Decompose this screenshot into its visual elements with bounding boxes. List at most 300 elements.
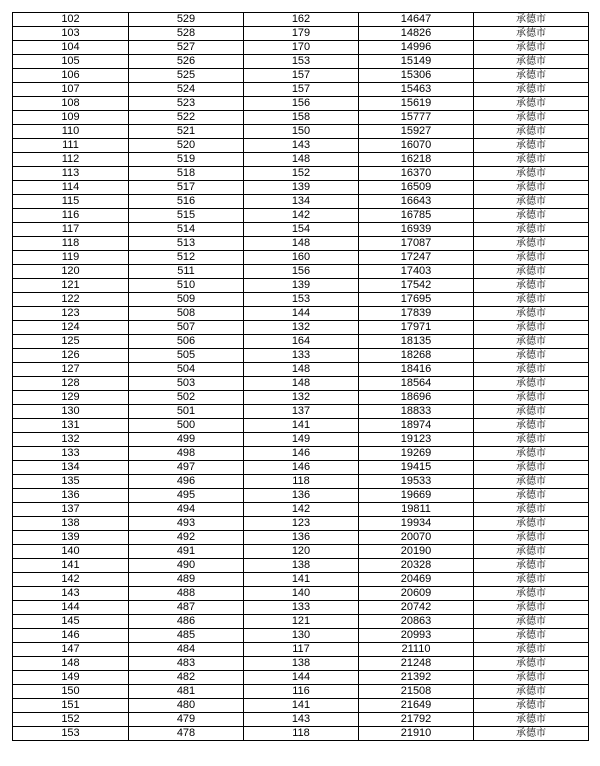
- cumulative-cell: 17695: [359, 293, 474, 307]
- count-cell: 130: [244, 629, 359, 643]
- city-cell: 承德市: [474, 419, 589, 433]
- cumulative-cell: 19269: [359, 447, 474, 461]
- count-cell: 142: [244, 503, 359, 517]
- score-cell: 487: [129, 601, 244, 615]
- cumulative-cell: 18696: [359, 391, 474, 405]
- table-row: [13, 181, 589, 195]
- cumulative-cell: 20070: [359, 531, 474, 545]
- score-cell: 507: [129, 321, 244, 335]
- rank-cell: 116: [13, 209, 129, 223]
- score-cell: 520: [129, 139, 244, 153]
- table-row: [13, 335, 589, 349]
- city-cell: 承德市: [474, 349, 589, 363]
- cumulative-cell: 21508: [359, 685, 474, 699]
- rank-cell: 118: [13, 237, 129, 251]
- city-cell: 承德市: [474, 69, 589, 83]
- rank-cell: 115: [13, 195, 129, 209]
- table-row: [13, 587, 589, 601]
- score-cell: 485: [129, 629, 244, 643]
- cumulative-cell: 20469: [359, 573, 474, 587]
- table-row: [13, 643, 589, 657]
- count-cell: 116: [244, 685, 359, 699]
- table-row: [13, 237, 589, 251]
- table-row: [13, 265, 589, 279]
- score-cell: 517: [129, 181, 244, 195]
- table-row: [13, 41, 589, 55]
- city-cell: 承德市: [474, 55, 589, 69]
- city-cell: 承德市: [474, 545, 589, 559]
- rank-cell: 144: [13, 601, 129, 615]
- table-row: [13, 223, 589, 237]
- table-row: [13, 405, 589, 419]
- count-cell: 136: [244, 531, 359, 545]
- city-cell: 承德市: [474, 713, 589, 727]
- score-cell: 511: [129, 265, 244, 279]
- score-cell: 497: [129, 461, 244, 475]
- rank-cell: 153: [13, 727, 129, 741]
- rank-cell: 145: [13, 615, 129, 629]
- rank-cell: 139: [13, 531, 129, 545]
- count-cell: 154: [244, 223, 359, 237]
- rank-cell: 138: [13, 517, 129, 531]
- rank-cell: 128: [13, 377, 129, 391]
- rank-cell: 134: [13, 461, 129, 475]
- city-cell: 承德市: [474, 363, 589, 377]
- count-cell: 148: [244, 153, 359, 167]
- count-cell: 141: [244, 573, 359, 587]
- city-cell: 承德市: [474, 615, 589, 629]
- table-row: [13, 601, 589, 615]
- rank-cell: 124: [13, 321, 129, 335]
- city-cell: 承德市: [474, 167, 589, 181]
- rank-cell: 108: [13, 97, 129, 111]
- score-cell: 490: [129, 559, 244, 573]
- city-cell: 承德市: [474, 41, 589, 55]
- rank-cell: 106: [13, 69, 129, 83]
- count-cell: 132: [244, 391, 359, 405]
- city-cell: 承德市: [474, 125, 589, 139]
- city-cell: 承德市: [474, 727, 589, 741]
- rank-cell: 137: [13, 503, 129, 517]
- city-cell: 承德市: [474, 587, 589, 601]
- table-row: [13, 503, 589, 517]
- rank-cell: 125: [13, 335, 129, 349]
- rank-cell: 111: [13, 139, 129, 153]
- score-cell: 515: [129, 209, 244, 223]
- rank-cell: 120: [13, 265, 129, 279]
- city-cell: 承德市: [474, 139, 589, 153]
- table-row: [13, 447, 589, 461]
- cumulative-cell: 15149: [359, 55, 474, 69]
- count-cell: 133: [244, 349, 359, 363]
- score-cell: 509: [129, 293, 244, 307]
- cumulative-cell: 21392: [359, 671, 474, 685]
- cumulative-cell: 19811: [359, 503, 474, 517]
- count-cell: 164: [244, 335, 359, 349]
- rank-cell: 132: [13, 433, 129, 447]
- city-cell: 承德市: [474, 251, 589, 265]
- score-cell: 516: [129, 195, 244, 209]
- table-row: [13, 489, 589, 503]
- table-row: [13, 125, 589, 139]
- count-cell: 146: [244, 447, 359, 461]
- table-row: [13, 251, 589, 265]
- score-cell: 499: [129, 433, 244, 447]
- rank-cell: 143: [13, 587, 129, 601]
- count-cell: 157: [244, 69, 359, 83]
- score-cell: 524: [129, 83, 244, 97]
- city-cell: 承德市: [474, 83, 589, 97]
- table-row: [13, 377, 589, 391]
- score-cell: 512: [129, 251, 244, 265]
- city-cell: 承德市: [474, 223, 589, 237]
- cumulative-cell: 16509: [359, 181, 474, 195]
- score-cell: 508: [129, 307, 244, 321]
- cumulative-cell: 17087: [359, 237, 474, 251]
- rank-cell: 133: [13, 447, 129, 461]
- rank-cell: 122: [13, 293, 129, 307]
- cumulative-cell: 15619: [359, 97, 474, 111]
- table-row: [13, 517, 589, 531]
- count-cell: 156: [244, 97, 359, 111]
- cumulative-cell: 18268: [359, 349, 474, 363]
- city-cell: 承德市: [474, 209, 589, 223]
- cumulative-cell: 15306: [359, 69, 474, 83]
- city-cell: 承德市: [474, 195, 589, 209]
- table-row: [13, 629, 589, 643]
- count-cell: 144: [244, 671, 359, 685]
- city-cell: 承德市: [474, 685, 589, 699]
- table-row: [13, 195, 589, 209]
- score-cell: 491: [129, 545, 244, 559]
- table-row: [13, 321, 589, 335]
- table-row: [13, 433, 589, 447]
- city-cell: 承德市: [474, 279, 589, 293]
- count-cell: 118: [244, 475, 359, 489]
- city-cell: 承德市: [474, 629, 589, 643]
- score-cell: 488: [129, 587, 244, 601]
- table-row: [13, 531, 589, 545]
- table-row: [13, 83, 589, 97]
- cumulative-cell: 17839: [359, 307, 474, 321]
- city-cell: 承德市: [474, 265, 589, 279]
- count-cell: 133: [244, 601, 359, 615]
- count-cell: 156: [244, 265, 359, 279]
- score-cell: 478: [129, 727, 244, 741]
- cumulative-cell: 15463: [359, 83, 474, 97]
- count-cell: 158: [244, 111, 359, 125]
- cumulative-cell: 14826: [359, 27, 474, 41]
- city-cell: 承德市: [474, 671, 589, 685]
- count-cell: 138: [244, 559, 359, 573]
- cumulative-cell: 16785: [359, 209, 474, 223]
- table-row: [13, 69, 589, 83]
- cumulative-cell: 19934: [359, 517, 474, 531]
- city-cell: 承德市: [474, 321, 589, 335]
- rank-cell: 150: [13, 685, 129, 699]
- count-cell: 141: [244, 419, 359, 433]
- count-cell: 139: [244, 181, 359, 195]
- cumulative-cell: 14996: [359, 41, 474, 55]
- city-cell: 承德市: [474, 559, 589, 573]
- count-cell: 179: [244, 27, 359, 41]
- table-row: [13, 307, 589, 321]
- score-cell: 502: [129, 391, 244, 405]
- count-cell: 136: [244, 489, 359, 503]
- count-cell: 144: [244, 307, 359, 321]
- score-cell: 523: [129, 97, 244, 111]
- rank-cell: 113: [13, 167, 129, 181]
- score-cell: 489: [129, 573, 244, 587]
- count-cell: 118: [244, 727, 359, 741]
- city-cell: 承德市: [474, 237, 589, 251]
- cumulative-cell: 21248: [359, 657, 474, 671]
- score-cell: 526: [129, 55, 244, 69]
- count-cell: 143: [244, 139, 359, 153]
- score-cell: 479: [129, 713, 244, 727]
- table-row: [13, 391, 589, 405]
- city-cell: 承德市: [474, 13, 589, 27]
- rank-cell: 107: [13, 83, 129, 97]
- table-row: [13, 153, 589, 167]
- count-cell: 141: [244, 699, 359, 713]
- count-cell: 157: [244, 83, 359, 97]
- city-cell: 承德市: [474, 699, 589, 713]
- score-cell: 506: [129, 335, 244, 349]
- score-cell: 492: [129, 531, 244, 545]
- rank-cell: 149: [13, 671, 129, 685]
- count-cell: 170: [244, 41, 359, 55]
- city-cell: 承德市: [474, 111, 589, 125]
- rank-cell: 131: [13, 419, 129, 433]
- city-cell: 承德市: [474, 97, 589, 111]
- count-cell: 160: [244, 251, 359, 265]
- rank-cell: 110: [13, 125, 129, 139]
- count-cell: 142: [244, 209, 359, 223]
- count-cell: 139: [244, 279, 359, 293]
- city-cell: 承德市: [474, 293, 589, 307]
- table-row: [13, 55, 589, 69]
- rank-cell: 140: [13, 545, 129, 559]
- count-cell: 121: [244, 615, 359, 629]
- score-cell: 504: [129, 363, 244, 377]
- count-cell: 140: [244, 587, 359, 601]
- cumulative-cell: 21110: [359, 643, 474, 657]
- cumulative-cell: 20609: [359, 587, 474, 601]
- count-cell: 134: [244, 195, 359, 209]
- cumulative-cell: 16939: [359, 223, 474, 237]
- table-row: [13, 13, 589, 27]
- count-cell: 162: [244, 13, 359, 27]
- score-cell: 500: [129, 419, 244, 433]
- table-row: [13, 713, 589, 727]
- score-cell: 519: [129, 153, 244, 167]
- rank-cell: 152: [13, 713, 129, 727]
- count-cell: 152: [244, 167, 359, 181]
- count-cell: 138: [244, 657, 359, 671]
- cumulative-cell: 19669: [359, 489, 474, 503]
- table-row: [13, 419, 589, 433]
- rank-cell: 147: [13, 643, 129, 657]
- table-row: [13, 279, 589, 293]
- count-cell: 148: [244, 237, 359, 251]
- rank-cell: 105: [13, 55, 129, 69]
- city-cell: 承德市: [474, 181, 589, 195]
- cumulative-cell: 17403: [359, 265, 474, 279]
- table-row: [13, 671, 589, 685]
- rank-cell: 148: [13, 657, 129, 671]
- score-cell: 501: [129, 405, 244, 419]
- rank-cell: 109: [13, 111, 129, 125]
- cumulative-cell: 20190: [359, 545, 474, 559]
- table-row: [13, 293, 589, 307]
- cumulative-cell: 17247: [359, 251, 474, 265]
- cumulative-cell: 15927: [359, 125, 474, 139]
- city-cell: 承德市: [474, 573, 589, 587]
- table-row: [13, 363, 589, 377]
- score-cell: 498: [129, 447, 244, 461]
- city-cell: 承德市: [474, 377, 589, 391]
- score-cell: 505: [129, 349, 244, 363]
- cumulative-cell: 16218: [359, 153, 474, 167]
- rank-cell: 117: [13, 223, 129, 237]
- count-cell: 149: [244, 433, 359, 447]
- cumulative-cell: 20863: [359, 615, 474, 629]
- cumulative-cell: 19533: [359, 475, 474, 489]
- rank-cell: 126: [13, 349, 129, 363]
- city-cell: 承德市: [474, 433, 589, 447]
- score-cell: 522: [129, 111, 244, 125]
- rank-cell: 123: [13, 307, 129, 321]
- city-cell: 承德市: [474, 531, 589, 545]
- city-cell: 承德市: [474, 405, 589, 419]
- table-row: [13, 545, 589, 559]
- score-cell: 521: [129, 125, 244, 139]
- city-cell: 承德市: [474, 391, 589, 405]
- rank-cell: 130: [13, 405, 129, 419]
- table-row: [13, 111, 589, 125]
- table-row: [13, 167, 589, 181]
- cumulative-cell: 19123: [359, 433, 474, 447]
- table-row: [13, 461, 589, 475]
- city-cell: 承德市: [474, 517, 589, 531]
- score-cell: 513: [129, 237, 244, 251]
- rank-cell: 112: [13, 153, 129, 167]
- count-cell: 153: [244, 55, 359, 69]
- rank-cell: 121: [13, 279, 129, 293]
- city-cell: 承德市: [474, 27, 589, 41]
- rank-cell: 127: [13, 363, 129, 377]
- score-cell: 483: [129, 657, 244, 671]
- score-cell: 484: [129, 643, 244, 657]
- score-cell: 528: [129, 27, 244, 41]
- score-cell: 510: [129, 279, 244, 293]
- rank-cell: 135: [13, 475, 129, 489]
- cumulative-cell: 20742: [359, 601, 474, 615]
- score-table-body: [13, 13, 589, 741]
- count-cell: 146: [244, 461, 359, 475]
- count-cell: 123: [244, 517, 359, 531]
- cumulative-cell: 18416: [359, 363, 474, 377]
- rank-cell: 104: [13, 41, 129, 55]
- rank-cell: 136: [13, 489, 129, 503]
- cumulative-cell: 18564: [359, 377, 474, 391]
- score-cell: 493: [129, 517, 244, 531]
- rank-cell: 151: [13, 699, 129, 713]
- count-cell: 148: [244, 377, 359, 391]
- count-cell: 117: [244, 643, 359, 657]
- cumulative-cell: 16070: [359, 139, 474, 153]
- cumulative-cell: 21910: [359, 727, 474, 741]
- city-cell: 承德市: [474, 657, 589, 671]
- cumulative-cell: 20993: [359, 629, 474, 643]
- score-cell: 525: [129, 69, 244, 83]
- rank-cell: 129: [13, 391, 129, 405]
- cumulative-cell: 17542: [359, 279, 474, 293]
- city-cell: 承德市: [474, 503, 589, 517]
- city-cell: 承德市: [474, 475, 589, 489]
- score-cell: 529: [129, 13, 244, 27]
- count-cell: 120: [244, 545, 359, 559]
- score-cell: 494: [129, 503, 244, 517]
- cumulative-cell: 18974: [359, 419, 474, 433]
- rank-cell: 141: [13, 559, 129, 573]
- table-row: [13, 27, 589, 41]
- cumulative-cell: 20328: [359, 559, 474, 573]
- table-row: [13, 573, 589, 587]
- score-cell: 481: [129, 685, 244, 699]
- table-row: [13, 727, 589, 741]
- table-row: [13, 349, 589, 363]
- count-cell: 148: [244, 363, 359, 377]
- cumulative-cell: 14647: [359, 13, 474, 27]
- score-cell: 518: [129, 167, 244, 181]
- city-cell: 承德市: [474, 153, 589, 167]
- table-row: [13, 139, 589, 153]
- city-cell: 承德市: [474, 601, 589, 615]
- count-cell: 132: [244, 321, 359, 335]
- table-row: [13, 209, 589, 223]
- score-cell: 486: [129, 615, 244, 629]
- rank-cell: 119: [13, 251, 129, 265]
- table-row: [13, 615, 589, 629]
- city-cell: 承德市: [474, 447, 589, 461]
- count-cell: 143: [244, 713, 359, 727]
- table-row: [13, 699, 589, 713]
- score-cell: 480: [129, 699, 244, 713]
- table-row: [13, 685, 589, 699]
- city-cell: 承德市: [474, 307, 589, 321]
- rank-cell: 146: [13, 629, 129, 643]
- rank-cell: 142: [13, 573, 129, 587]
- cumulative-cell: 18833: [359, 405, 474, 419]
- score-cell: 514: [129, 223, 244, 237]
- count-cell: 137: [244, 405, 359, 419]
- city-cell: 承德市: [474, 461, 589, 475]
- rank-cell: 114: [13, 181, 129, 195]
- table-row: [13, 97, 589, 111]
- count-cell: 150: [244, 125, 359, 139]
- cumulative-cell: 19415: [359, 461, 474, 475]
- score-cell: 503: [129, 377, 244, 391]
- cumulative-cell: 15777: [359, 111, 474, 125]
- city-cell: 承德市: [474, 643, 589, 657]
- cumulative-cell: 16643: [359, 195, 474, 209]
- cumulative-cell: 21649: [359, 699, 474, 713]
- city-cell: 承德市: [474, 489, 589, 503]
- table-row: [13, 475, 589, 489]
- count-cell: 153: [244, 293, 359, 307]
